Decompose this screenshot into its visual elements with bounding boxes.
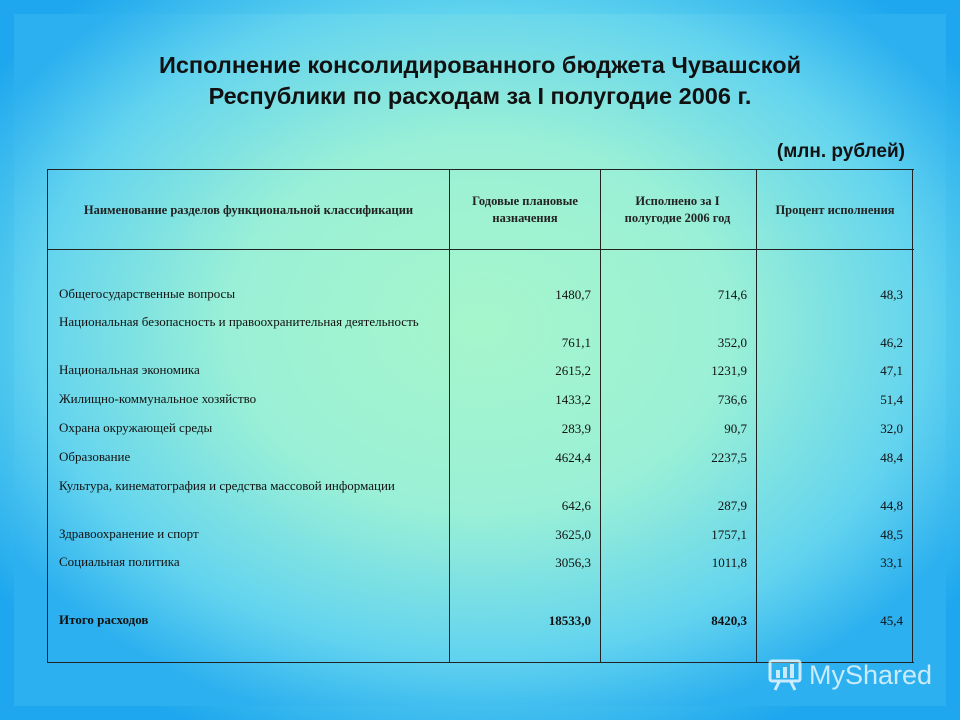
total-plan: 18533,0 xyxy=(548,613,591,628)
title-line-2: Республики по расходам за I полугодие 2006 г. xyxy=(208,83,752,109)
header-col-plan: Годовые плановые назначения xyxy=(472,194,578,225)
row-percent: 48,5 xyxy=(880,527,903,542)
row-percent: 48,4 xyxy=(880,450,903,465)
row-plan: 1433,2 xyxy=(555,392,591,407)
presentation-board-icon xyxy=(767,658,803,692)
table-row: Культура, кинематография и средства массовой информации xyxy=(59,478,395,493)
row-percent: 48,3 xyxy=(880,287,903,302)
row-done: 714,6 xyxy=(717,287,747,302)
row-plan: 642,6 xyxy=(561,498,591,513)
total-row-label: Итого расходов xyxy=(59,612,149,627)
table-row: Социальная политика xyxy=(59,554,180,569)
row-done: 352,0 xyxy=(717,335,747,350)
row-plan: 761,1 xyxy=(561,335,591,350)
slide-inner-panel xyxy=(14,14,946,706)
table-right-border xyxy=(912,169,913,663)
col-divider-3 xyxy=(756,169,757,663)
title-line-1: Исполнение консолидированного бюджета Чувашской xyxy=(158,52,802,78)
header-col-name: Наименование разделов функциональной классификации xyxy=(83,202,414,217)
table-row: Национальная экономика xyxy=(59,362,200,377)
watermark xyxy=(767,655,942,695)
table-row: Образование xyxy=(59,449,131,464)
table-row: Общегосударственные вопросы xyxy=(59,286,236,301)
page-title xyxy=(60,50,900,112)
row-done: 736,6 xyxy=(717,392,747,407)
row-percent: 46,2 xyxy=(880,335,903,350)
header-col-percent: Процент исполнения xyxy=(775,202,895,217)
total-done: 8420,3 xyxy=(711,613,747,628)
row-done: 1011,8 xyxy=(711,555,747,570)
units-label: (млн. рублей) xyxy=(776,141,905,162)
header-col-done: Исполнено за I полугодие 2006 год xyxy=(624,194,731,225)
table-row: Национальная безопасность и правоохранительная деятельность xyxy=(59,314,419,329)
row-percent: 33,1 xyxy=(880,555,903,570)
row-done: 90,7 xyxy=(724,421,747,436)
col-divider-1 xyxy=(449,169,450,663)
table-row: Охрана окружающей среды xyxy=(59,420,213,435)
row-done: 1757,1 xyxy=(711,527,747,542)
row-plan: 4624,4 xyxy=(555,450,591,465)
row-percent: 44,8 xyxy=(880,498,903,513)
col-divider-2 xyxy=(600,169,601,663)
row-done: 2237,5 xyxy=(711,450,747,465)
total-percent: 45,4 xyxy=(880,613,903,628)
row-percent: 51,4 xyxy=(880,392,903,407)
row-plan: 1480,7 xyxy=(555,287,591,302)
table-row: Здравоохранение и спорт xyxy=(59,526,199,541)
watermark-text: MyShared xyxy=(809,659,933,690)
row-plan: 2615,2 xyxy=(555,363,591,378)
row-percent: 32,0 xyxy=(880,421,903,436)
table-row: Жилищно-коммунальное хозяйство xyxy=(59,391,257,406)
row-plan: 283,9 xyxy=(561,421,591,436)
row-done: 287,9 xyxy=(717,498,747,513)
row-percent: 47,1 xyxy=(880,363,903,378)
row-plan: 3625,0 xyxy=(555,527,591,542)
row-plan: 3056,3 xyxy=(555,555,591,570)
row-done: 1231,9 xyxy=(711,363,747,378)
